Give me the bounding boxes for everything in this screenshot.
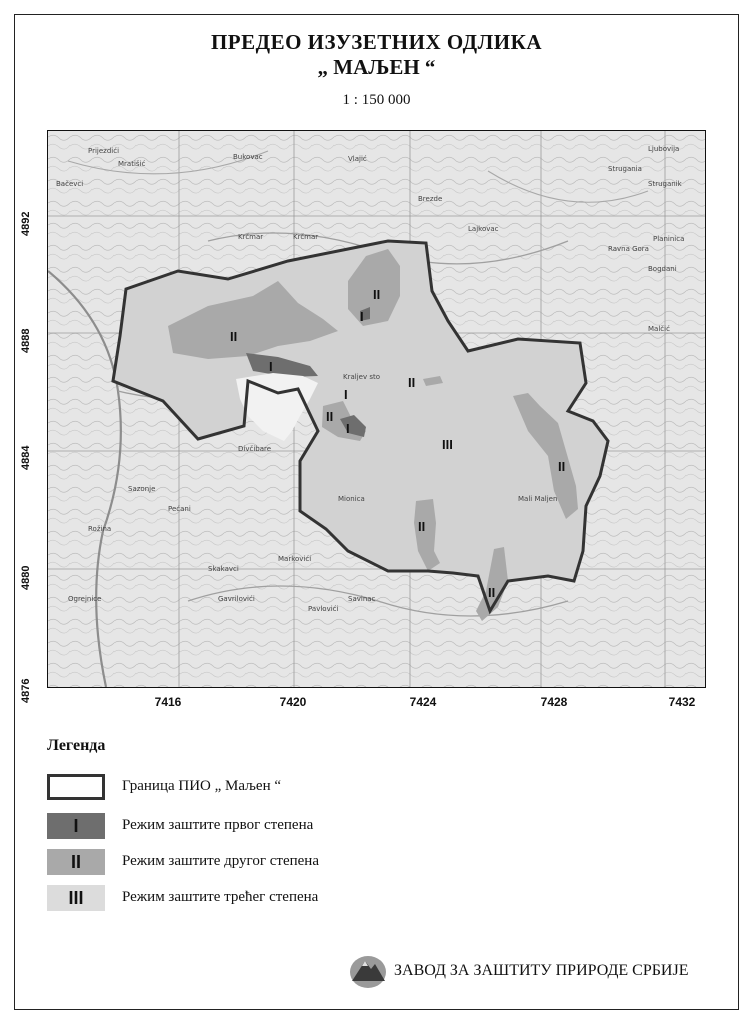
legend-swatch-zone2: II xyxy=(47,849,105,875)
place-name-label: Struganik xyxy=(648,180,682,188)
zone-label-iii: III xyxy=(442,437,453,452)
y-tick-4876: 4876 xyxy=(20,678,32,703)
legend-item-zone2 xyxy=(47,848,319,876)
place-name-label: Mionica xyxy=(338,495,365,503)
y-tick-4880: 4880 xyxy=(20,565,32,590)
zone-label-i-center: I xyxy=(344,387,348,402)
zone-label-i-north: I xyxy=(360,309,364,324)
place-name-label: Planinica xyxy=(653,235,685,243)
place-name-label: Strugania xyxy=(608,165,642,173)
institution-footer xyxy=(348,953,688,989)
legend-item-zone1 xyxy=(47,812,314,840)
legend-swatch-boundary xyxy=(47,774,105,800)
place-name-label: Savinac xyxy=(348,595,376,603)
legend-swatch-zone3: III xyxy=(47,885,105,911)
place-name-label: Vlajić xyxy=(348,155,367,163)
zone-label-ii-north: II xyxy=(373,287,381,302)
place-name-label: Ravna Gora xyxy=(608,245,649,253)
map-area[interactable] xyxy=(47,130,706,688)
place-name-label: Pećani xyxy=(168,505,191,513)
y-tick-4892: 4892 xyxy=(20,211,32,236)
zone-label-ii-small: II xyxy=(408,375,416,390)
place-name-label: Skakavci xyxy=(208,565,239,573)
institution-name: ЗАВОД ЗА ЗАШТИТУ ПРИРОДЕ СРБИЈЕ xyxy=(394,962,689,979)
x-tick-7428: 7428 xyxy=(540,695,568,709)
legend-item-zone3 xyxy=(47,884,319,912)
zone-label-i-west: I xyxy=(269,359,273,374)
place-name-label: Malčić xyxy=(648,325,670,333)
place-name-label: Pavlovići xyxy=(308,605,339,613)
place-name-label: Ogrejnice xyxy=(68,595,102,603)
legend-label-zone3: Режим заштите трећег степена xyxy=(122,889,319,905)
legend-title: Легенда xyxy=(47,737,106,754)
legend-item-boundary xyxy=(47,773,282,801)
place-name-label: Kraljev sto xyxy=(343,373,380,381)
place-name-label: Brezde xyxy=(418,195,443,203)
place-name-label: Krčmar xyxy=(293,233,319,241)
place-name-label: Bukovac xyxy=(233,153,263,161)
zone-label-i-center2: I xyxy=(346,421,350,436)
map-canvas xyxy=(48,131,705,687)
legend-swatch-zone1: I xyxy=(47,813,105,839)
zone-label-ii-center: II xyxy=(326,409,334,424)
place-name-label: Mali Maljen xyxy=(518,495,558,503)
y-tick-4888: 4888 xyxy=(20,328,32,353)
zone-label-ii-east: II xyxy=(558,459,566,474)
x-tick-7416: 7416 xyxy=(154,695,182,709)
place-name-label: Ljubovija xyxy=(648,145,680,153)
map-subtitle: „ МАЉЕН “ xyxy=(317,55,436,79)
place-name-label: Markovići xyxy=(278,555,312,563)
y-tick-4884: 4884 xyxy=(20,445,32,470)
place-name-label: Divčibare xyxy=(238,445,272,453)
place-name-label: Rožina xyxy=(88,525,112,533)
place-name-label: Mratišić xyxy=(118,160,146,168)
map-title: ПРЕДЕО ИЗУЗЕТНИХ ОДЛИКА xyxy=(210,30,543,54)
zone-label-ii-southcentral: II xyxy=(418,519,426,534)
zone-label-ii-south: II xyxy=(488,585,496,600)
place-name-label: Prijezdići xyxy=(88,147,120,155)
place-name-label: Krčmar xyxy=(238,233,264,241)
zone-label-ii-west: II xyxy=(230,329,238,344)
place-name-label: Sazonje xyxy=(128,485,156,493)
place-name-label: Gavrilovići xyxy=(218,595,255,603)
x-tick-7424: 7424 xyxy=(409,695,437,709)
x-tick-7432: 7432 xyxy=(668,695,696,709)
place-name-label: Lajkovac xyxy=(468,225,499,233)
legend-label-boundary: Граница ПИО „ Маљен “ xyxy=(122,778,282,794)
place-name-label: Bačevci xyxy=(56,180,84,188)
place-name-label: Bogdani xyxy=(648,265,677,273)
legend-label-zone2: Режим заштите другог степена xyxy=(122,853,319,869)
mountain-logo-icon xyxy=(348,953,388,989)
legend-label-zone1: Режим заштите првог степена xyxy=(122,817,314,833)
x-tick-7420: 7420 xyxy=(279,695,307,709)
map-scale: 1 : 150 000 xyxy=(342,92,411,108)
